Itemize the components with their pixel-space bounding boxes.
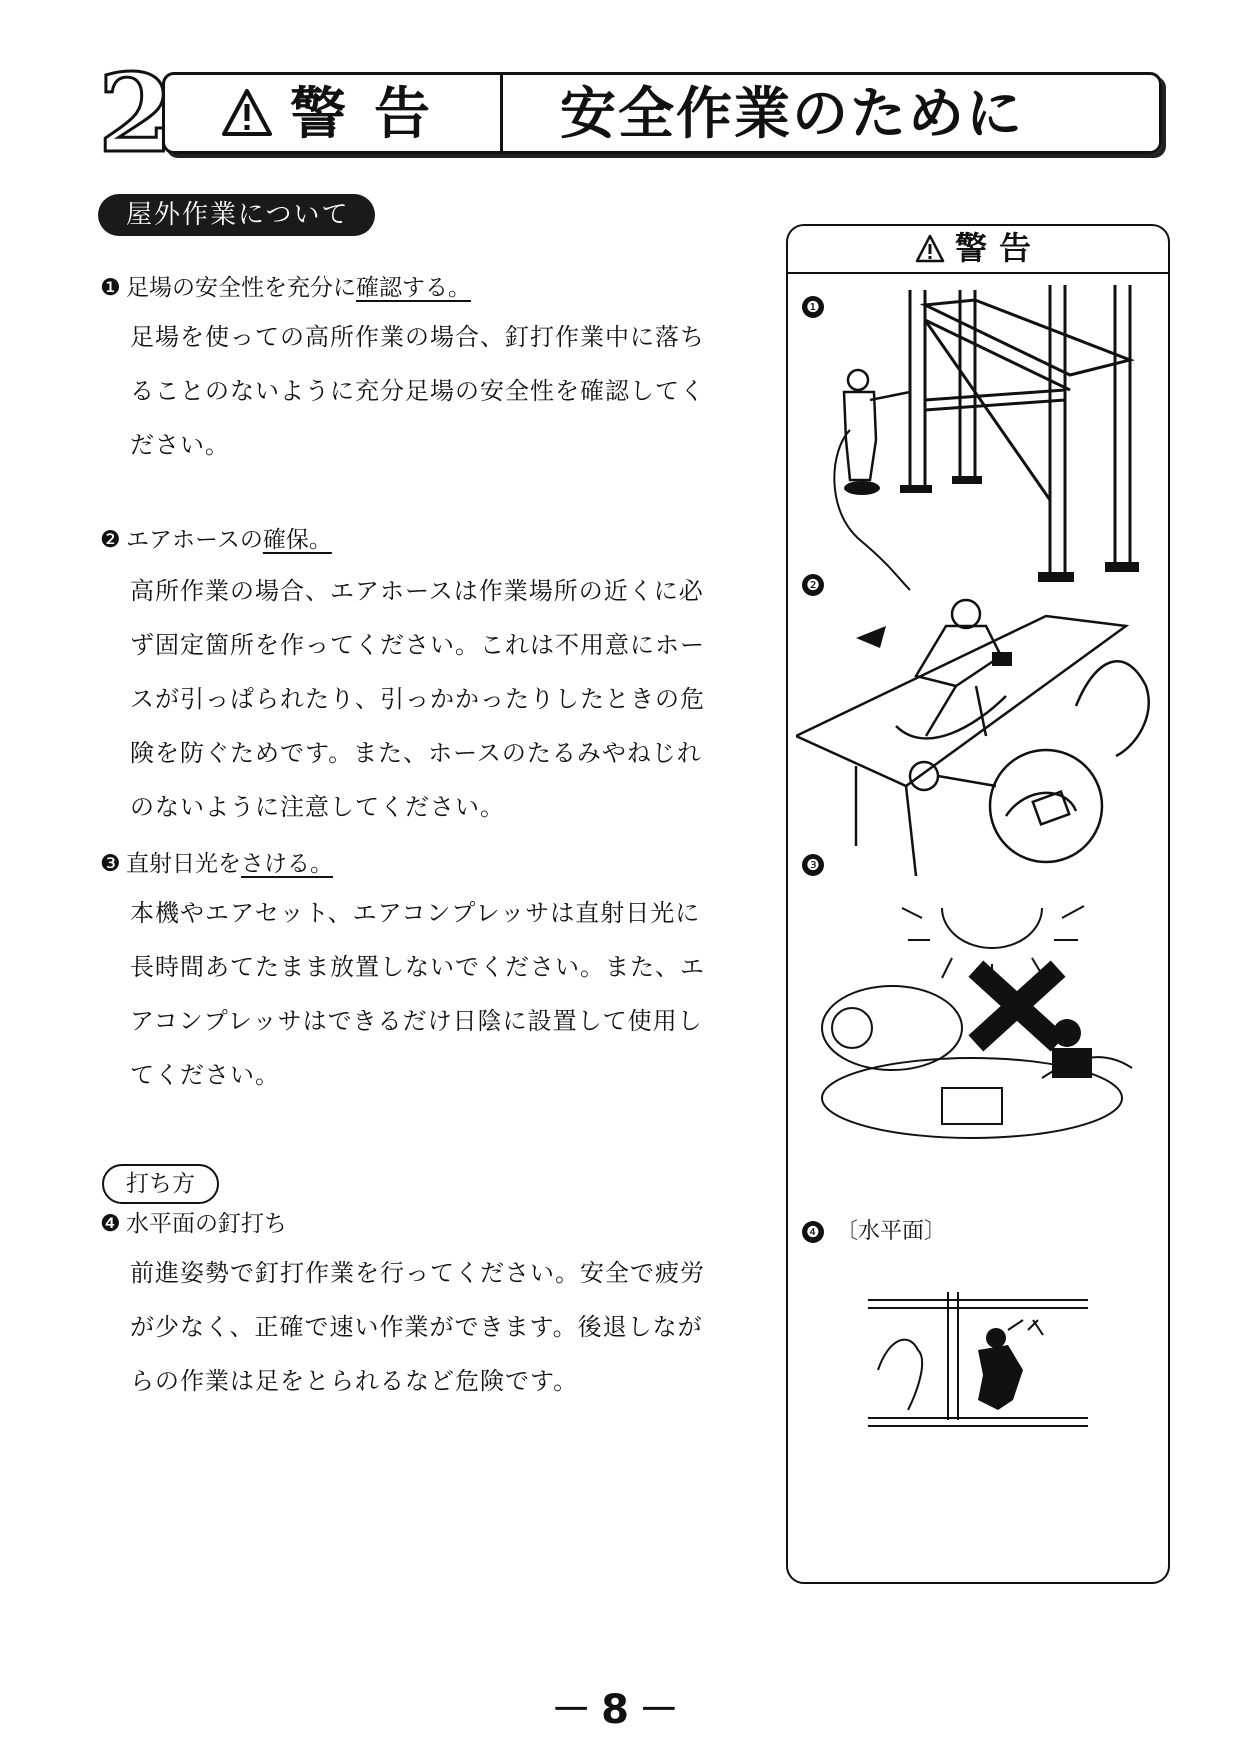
roof-hose-illustration (796, 586, 1166, 876)
item-4-line: らの作業は足をとられるなど危険です。 (130, 1367, 579, 1395)
item-2-title-text: エアホースの (126, 527, 263, 553)
item-2-line: 高所作業の場合、エアホースは作業場所の近くに必 (130, 577, 704, 605)
item-2-title (100, 524, 332, 556)
item-2-body (130, 564, 770, 834)
item-3-line: てください。 (130, 1061, 280, 1089)
item-3-number: ❸ (100, 851, 121, 877)
warning-panel-divider (786, 272, 1170, 274)
item-4-title-text: 水平面の釘打ち (126, 1211, 287, 1237)
item-1-line: ださい。 (130, 431, 230, 459)
page-number: －8－ (551, 1687, 689, 1733)
item-1-line: 足場を使っての高所作業の場合、釘打作業中に落ち (130, 323, 705, 351)
panel-number-2: ❷ (802, 574, 824, 596)
panel-number-3: ❸ (802, 854, 824, 876)
item-3-line: 長時間あてたまま放置しないでください。また、エ (130, 953, 705, 981)
item-2-line: のないように注意してください。 (130, 793, 505, 821)
item-3-body (130, 886, 770, 1102)
item-4-title (100, 1208, 287, 1240)
item-4-body (130, 1246, 770, 1408)
panel-number-1: ❶ (802, 296, 824, 318)
warning-triangle-icon (915, 234, 945, 264)
warning-triangle-icon (222, 88, 272, 138)
item-3-line: アコンプレッサはできるだけ日陰に設置して使用し (130, 1007, 703, 1035)
page-title: 安全作業のために (560, 82, 1024, 147)
item-4-number: ❹ (100, 1211, 121, 1237)
item-2-number: ❷ (100, 527, 121, 553)
chapter-number: 2 (98, 51, 174, 177)
item-3-line: 本機やエアセット、エアコンプレッサは直射日光に (130, 899, 701, 927)
item-1-number: ❶ (100, 275, 121, 301)
item-1-line: ることのないように充分足場の安全性を確認してく (130, 377, 705, 405)
header-warning-label: 警告 (290, 82, 458, 147)
scaffold-illustration (830, 280, 1160, 600)
item-4-line: 前進姿勢で釘打作業を行ってください。安全で疲労 (130, 1259, 705, 1287)
section-label: 屋外作業について (98, 194, 375, 236)
item-1-title-underlined: 確認する。 (356, 275, 471, 301)
sunlight-compressor-illustration (812, 878, 1152, 1178)
header-divider (500, 72, 503, 154)
method-label: 打ち方 (102, 1164, 219, 1204)
item-1-body (130, 310, 770, 472)
item-1-title (100, 272, 471, 304)
item-3-title (100, 848, 333, 880)
item-1-title-text: 足場の安全性を充分に (126, 275, 356, 301)
panel-warning-label: 警告 (955, 229, 1044, 267)
item-2-title-underlined: 確保。 (262, 527, 332, 553)
horizontal-nailing-illustration (858, 1290, 1098, 1450)
item-2-line: ず固定箇所を作ってください。これは不用意にホー (130, 631, 705, 659)
item-3-title-text: 直射日光を (126, 851, 241, 877)
item-4-line: が少なく、正確で速い作業ができます。後退しなが (130, 1313, 703, 1341)
item-2-line: スが引っぱられたり、引っかかったりしたときの危 (130, 685, 705, 713)
panel-number-4: ❹ (802, 1221, 824, 1243)
item-2-line: 険を防ぐためです。また、ホースのたるみやねじれ (130, 739, 702, 767)
panel-label-horizontal-surface: 〔水平面〕 (836, 1219, 947, 1244)
item-3-title-underlined: さける。 (241, 851, 333, 877)
